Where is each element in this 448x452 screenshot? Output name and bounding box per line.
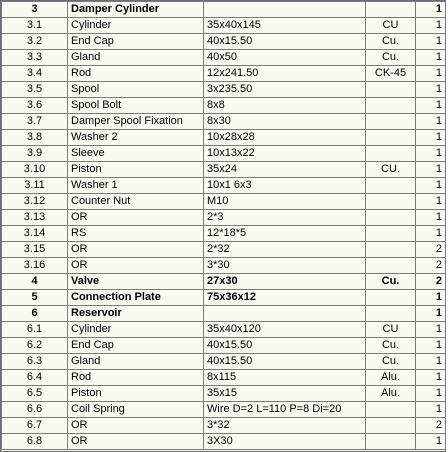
item-quantity: 1: [416, 34, 446, 50]
item-size: 75x36x12: [204, 290, 366, 306]
item-quantity: 1: [416, 338, 446, 354]
table-row: [2, 402, 446, 418]
item-number: 6: [2, 306, 68, 322]
item-quantity: 1: [416, 98, 446, 114]
table-row: [2, 210, 446, 226]
item-quantity: 1: [416, 146, 446, 162]
table-row: [2, 354, 446, 370]
item-quantity: 1: [416, 354, 446, 370]
item-number: 3.12: [2, 194, 68, 210]
table-row: [2, 290, 446, 306]
item-size: 35x40x120: [204, 322, 366, 338]
item-name: Piston: [68, 162, 204, 178]
item-name: Gland: [68, 354, 204, 370]
item-name: End Cap: [68, 338, 204, 354]
table-row: [2, 114, 446, 130]
item-name: Sleeve: [68, 146, 204, 162]
item-number: 6.7: [2, 418, 68, 434]
item-size: 35x40x145: [204, 18, 366, 34]
table-row: [2, 322, 446, 338]
item-name: OR: [68, 434, 204, 450]
item-number: 3.5: [2, 82, 68, 98]
item-size: 3X30: [204, 434, 366, 450]
item-number: 3.4: [2, 66, 68, 82]
item-material: [366, 258, 416, 274]
item-material: [366, 290, 416, 306]
item-size: [204, 306, 366, 322]
item-quantity: 1: [416, 194, 446, 210]
bill-of-materials-table: [1, 1, 446, 450]
item-name: End Cap: [68, 34, 204, 50]
item-quantity: 2: [416, 242, 446, 258]
item-name: RS: [68, 226, 204, 242]
table-row: [2, 34, 446, 50]
item-name: Washer 1: [68, 178, 204, 194]
item-size: 2*32: [204, 242, 366, 258]
bom-body: [2, 2, 446, 450]
item-quantity: 1: [416, 226, 446, 242]
item-number: 3.6: [2, 98, 68, 114]
item-material: Cu.: [366, 354, 416, 370]
table-row: [2, 98, 446, 114]
item-size: 10x13x22: [204, 146, 366, 162]
item-quantity: 1: [416, 210, 446, 226]
item-size: 40x15.50: [204, 34, 366, 50]
item-quantity: 1: [416, 50, 446, 66]
item-material: Alu.: [366, 386, 416, 402]
item-quantity: 1: [416, 114, 446, 130]
item-size: 3*30: [204, 258, 366, 274]
item-material: [366, 178, 416, 194]
item-material: [366, 306, 416, 322]
item-quantity: 1: [416, 162, 446, 178]
table-row: [2, 338, 446, 354]
item-quantity: 1: [416, 178, 446, 194]
item-number: 6.5: [2, 386, 68, 402]
item-material: Cu.: [366, 338, 416, 354]
table-row: [2, 226, 446, 242]
table-row: [2, 178, 446, 194]
item-material: [366, 98, 416, 114]
item-number: 3.13: [2, 210, 68, 226]
item-size: 10x1 6x3: [204, 178, 366, 194]
item-material: [366, 226, 416, 242]
item-quantity: 1: [416, 130, 446, 146]
item-material: [366, 402, 416, 418]
table-row: [2, 370, 446, 386]
item-number: 6.1: [2, 322, 68, 338]
item-name: Connection Plate: [68, 290, 204, 306]
item-size: 3x235.50: [204, 82, 366, 98]
item-quantity: 1: [416, 290, 446, 306]
item-size: 8x30: [204, 114, 366, 130]
table-row: [2, 130, 446, 146]
item-material: [366, 2, 416, 18]
item-material: CU: [366, 322, 416, 338]
table-row: [2, 50, 446, 66]
item-size: 35x24: [204, 162, 366, 178]
item-material: CU.: [366, 162, 416, 178]
item-material: Cu.: [366, 34, 416, 50]
item-name: Rod: [68, 370, 204, 386]
item-quantity: 1: [416, 306, 446, 322]
item-name: Coil Spring: [68, 402, 204, 418]
item-number: 3.15: [2, 242, 68, 258]
item-name: Rod: [68, 66, 204, 82]
item-number: 3.11: [2, 178, 68, 194]
item-material: CU: [366, 18, 416, 34]
item-material: Cu.: [366, 50, 416, 66]
item-quantity: 2: [416, 274, 446, 290]
item-material: Cu.: [366, 274, 416, 290]
item-material: [366, 146, 416, 162]
item-number: 3.2: [2, 34, 68, 50]
item-name: Damper Cylinder: [68, 2, 204, 18]
item-size: M10: [204, 194, 366, 210]
item-material: Alu.: [366, 370, 416, 386]
item-size: 2*3: [204, 210, 366, 226]
item-quantity: 1: [416, 66, 446, 82]
item-number: 3.3: [2, 50, 68, 66]
table-row: [2, 434, 446, 450]
item-name: Piston: [68, 386, 204, 402]
item-quantity: 1: [416, 386, 446, 402]
item-number: 6.8: [2, 434, 68, 450]
table-row: [2, 418, 446, 434]
table-row: [2, 194, 446, 210]
item-number: 6.2: [2, 338, 68, 354]
item-material: [366, 194, 416, 210]
item-quantity: 1: [416, 2, 446, 18]
item-material: [366, 434, 416, 450]
item-number: 3: [2, 2, 68, 18]
item-name: OR: [68, 418, 204, 434]
item-size: 12x241.50: [204, 66, 366, 82]
item-size: 40x15.50: [204, 354, 366, 370]
item-quantity: 2: [416, 418, 446, 434]
item-number: 6.6: [2, 402, 68, 418]
item-name: Damper Spool Fixation: [68, 114, 204, 130]
item-number: 6.4: [2, 370, 68, 386]
item-quantity: 1: [416, 322, 446, 338]
item-name: Gland: [68, 50, 204, 66]
item-quantity: 1: [416, 18, 446, 34]
item-size: [204, 2, 366, 18]
item-number: 5: [2, 290, 68, 306]
table-row: [2, 146, 446, 162]
item-number: 3.7: [2, 114, 68, 130]
table-row: [2, 242, 446, 258]
item-size: 35x15: [204, 386, 366, 402]
table-row: [2, 82, 446, 98]
item-material: [366, 130, 416, 146]
item-name: OR: [68, 242, 204, 258]
item-number: 3.16: [2, 258, 68, 274]
item-name: Cylinder: [68, 322, 204, 338]
item-number: 3.10: [2, 162, 68, 178]
table-row: [2, 258, 446, 274]
item-number: 3.9: [2, 146, 68, 162]
table-row: [2, 162, 446, 178]
item-number: 4: [2, 274, 68, 290]
item-size: 8x115: [204, 370, 366, 386]
item-size: 40x50: [204, 50, 366, 66]
item-quantity: 1: [416, 82, 446, 98]
item-quantity: 1: [416, 370, 446, 386]
item-name: Spool: [68, 82, 204, 98]
item-name: Cylinder: [68, 18, 204, 34]
item-quantity: 1: [416, 402, 446, 418]
item-name: OR: [68, 210, 204, 226]
table-row: [2, 2, 446, 18]
item-size: 3*32: [204, 418, 366, 434]
item-size: Wire D=2 L=110 P=8 Di=20: [204, 402, 366, 418]
item-material: [366, 114, 416, 130]
item-number: 3.14: [2, 226, 68, 242]
item-size: 8x8: [204, 98, 366, 114]
item-size: 10x28x28: [204, 130, 366, 146]
item-quantity: 1: [416, 434, 446, 450]
item-number: 3.8: [2, 130, 68, 146]
table-row: [2, 306, 446, 322]
item-material: [366, 418, 416, 434]
item-name: Reservoir: [68, 306, 204, 322]
item-name: Counter Nut: [68, 194, 204, 210]
table-row: [2, 274, 446, 290]
item-name: OR: [68, 258, 204, 274]
item-size: 40x15.50: [204, 338, 366, 354]
item-material: [366, 82, 416, 98]
item-material: [366, 242, 416, 258]
item-name: Valve: [68, 274, 204, 290]
item-number: 3.1: [2, 18, 68, 34]
table-row: [2, 386, 446, 402]
item-name: Washer 2: [68, 130, 204, 146]
item-size: 12*18*5: [204, 226, 366, 242]
item-material: CK-45: [366, 66, 416, 82]
table-row: [2, 18, 446, 34]
item-name: Spool Bolt: [68, 98, 204, 114]
table-row: [2, 66, 446, 82]
item-material: [366, 210, 416, 226]
item-quantity: 2: [416, 258, 446, 274]
item-number: 6.3: [2, 354, 68, 370]
item-size: 27x30: [204, 274, 366, 290]
